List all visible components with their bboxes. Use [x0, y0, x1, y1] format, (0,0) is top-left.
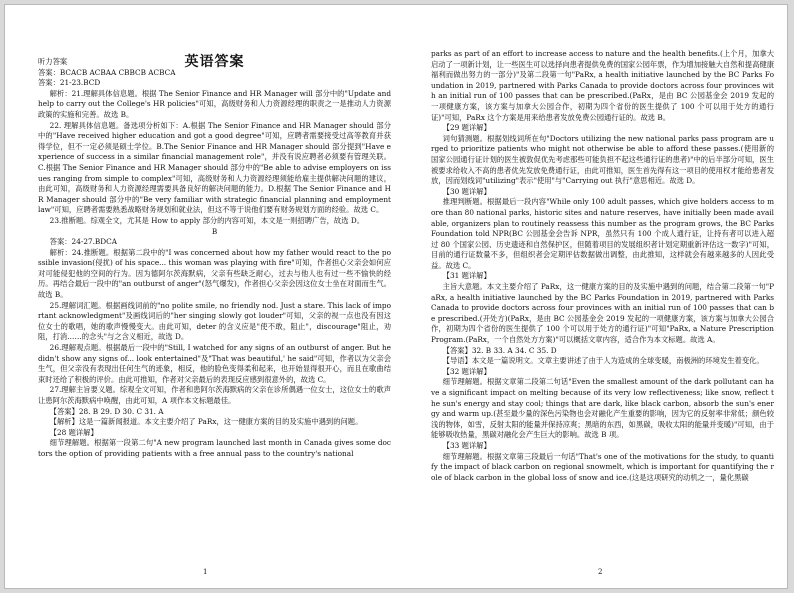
paragraph: 主旨大意题。本文主要介绍了 PaRx，这一健康方案的目的及实施中遇到的问题，结合第二段第一句"PaRx, a health initiative launched by the BC Parks Foundation in 2019, partnered with Parks Canada to provide doctors across four provinces with an initial run of 100 passes that can be prescribed.(开处方)(PaRx，是由 BC 公园基金会 2019 发起的一项健康方案，该方案与加拿大公园合作，初期为四个省份的医生提供了 100 个可以用于处方的通行证)"可知"PaRx, a Nature Prescription Program.(PaRx，一个自然处方方案)"可以概括文章内容，适合作为本文标题。故选 A。	[431, 282, 774, 345]
section-heading: B	[211, 226, 218, 236]
paragraph: 【答案】32. B 33. A 34. C 35. D	[442, 345, 557, 355]
document-page	[4, 4, 788, 589]
paragraph: 25.理解词汇题。根据画线词前的"no polite smile, no friendly nod. Just a stare. This lack of important acknowledgment"及画线词后的"her singing slowly got louder"可知，父亲的视一点也没有因这位女士的歌唱，她的歌声慢慢变大。由此可知，deter 的含义应是"使不敢，阻止"，discourage"阻止，劝阻，打消……的念头"与之含义相近，故选 D。	[38, 300, 391, 342]
paragraph: 答案：21-23.BCD	[38, 78, 101, 88]
paragraph: 【33 题详解】	[442, 440, 491, 450]
paragraph: 【导语】本文是一篇说明文。文章主要讲述了由于人为造成的全球变暖，南极洲的环境发生着变化。	[442, 356, 764, 366]
paragraph: 【28 题详解】	[49, 427, 98, 437]
paragraph: 【解析】这是一篇新闻报道。本文主要介绍了 PaRx，这一健康方案的目的及实施中遇到的问题。	[49, 417, 363, 427]
paragraph: 27.理解主旨要义题。综观全文可知，作者和患阿尔茨海默病的父亲在诊所偶遇一位女士，这位女士的歌声让患阿尔茨海默病中唤醒，由此可知，A 项作本文标题最佳。	[38, 385, 391, 405]
page-number: 2	[598, 568, 603, 576]
paragraph: parks as part of an effort to increase access to nature and the health benefits.(上个月，加拿大启动了一项新计划，让一些医生可以选择向患者提供免费的国家公园年票，作为增加接触大自然和提高健康福利而做出努力的一部分)"及第二段第一句"PaRx, a health initiative launched by the BC Parks Foundation in 2019, partnered with Parks Canada to provide doctors across four provinces with an initial run of 100 passes that can be prescribed.(PaRx，是由 BC 公园基金会 2019 发起的一项健康方案，该方案与加拿大公园合作，初期为四个省份的医生提供了 100 个可以用于处方的通行证)"可知，PaRx 这个方案是用来给患者发放免费公园通行证的。故选 B。	[431, 49, 774, 122]
paragraph: 词句猜测题。根据划线词所在句"Doctors utilizing the new national parks pass program are urged to prioritize patients who might not otherwise be able to afford these passes.(使用新的国家公园通行证计划的医生被敦促优先考虑那些可能负担不起这些通行证的患者)"中的后半部分可知，医生被要求给收入不高的患者优先发放免费通行证，由此可推知，医生首先得有这一项目的使用权才能给患者发放，因而划线词"utilizing"表示"使用"与"Carrying out 执行"意思相近。故选 D。	[431, 133, 774, 186]
page-number: 1	[203, 568, 208, 576]
paragraph: 【32 题详解】	[442, 366, 491, 376]
paragraph: 26.理解观点题。根据最后一段中的"Still, I watched for any signs of an outburst of anger. But he didn't show any signs of... look entertained"及"That was beautiful,' he said"可知，作者以为父亲会生气，但父亲没有表现出任何生气的迹象，相反，他的脸色变得柔和起来，也开始显得很开心，而且在歌曲结束时还给了积极的评价。由此可推知，作者对父亲最后的表现反应感到很意外的，故选 C。	[38, 343, 391, 384]
paragraph: 答案：BCACB ACBAA CBBCB ACBCA	[38, 67, 176, 77]
paragraph: 22. 理解具体信息题。备选项分析如下：A.根据 The Senior Finance and HR Manager should 部分中的"Have received higher education and got a good degree"可知，应聘者需要接受过高等教育并获得学位，但不一定必须是硕士学位。B.The Senior Finance and HR Manager should 部分提到"Have experience of success in a similar financial management role"，并没有说应聘者必须要有管理关联。C.根据 The Senior Finance and HR Manager should 部分中的"Be able to advise employers on issues ranging from simple to complex"可知，高级财务和人力资源经理须能给雇主提供解决问题的建议，由此可知，高级财务和人力资源经理需要具备良好的解决问题的能力。D.根据 The Senior Finance and HR Manager should 部分中的"Be very familiar with strategic financial planning and employment law"可知，应聘者需要熟悉战略财务规划和就业法，但这不等于说他们要有财务规划方面的经验。故选 C。	[38, 120, 391, 215]
paragraph: 解析：21.理解具体信息题。根据 The Senior Finance and HR Manager will 部分中的"Update and help to carry out the College's HR policies"可知，高级财务和人力资源经理的职责之一是推动人力资源政策的实施和完善。故选 B。	[38, 88, 391, 119]
paragraph: 细节理解题。根据文章第三段最后一句话"That's one of the motivations for the study, to quantify the impact of black carbon on regional snowmelt, which is important for quantifying the role of black carbon in the global loss of snow and ice.(这是这项研究的动机之一，量化黑碳	[431, 451, 774, 482]
paragraph: 细节理解题。根据文章第二段第二句话"Even the smallest amount of the dark pollutant can have a significant impact on melting because of its very low reflectiveness; like snow, reflect the sun's energy and stay cool; things that are dark, like black carbon, absorb the sun's energy and warm up.(甚至最少量的深色污染物也会对融化产生重要的影响，因为它的反射率非常低；颜色较浅的物体，如雪，反射太阳的能量并保持凉爽；黑暗的东西，如黑碳，吸收太阳的能量并变暖)"可知，由于能够吸收热量，黑碳对融化会产生巨大的影响。故选 B 项。	[431, 377, 774, 440]
paragraph: 【答案】28. B 29. D 30. C 31. A	[49, 406, 164, 416]
paragraph: 【29 题详解】	[442, 123, 491, 133]
paragraph: 【31 题详解】	[442, 271, 491, 281]
paragraph: 解析：24.推断题。根据第二段中的"I was concerned about how my father would react to the possible invasion(侵扰) of his space... this woman was playing with fire"可知，作者担心父亲会如何应对可能侵犯他的空间的行为。因为德阿尔茨海默病，父亲有些缺乏耐心，过去与他人也有过一些不愉快的经历。再结合最后一段中的"an outburst of anger"(怒气爆发)，作者担心父亲会因这位女士坐在对面而生气。故选 B。	[38, 247, 391, 300]
paragraph: 听力答案	[38, 57, 68, 66]
page2-column	[431, 49, 774, 558]
page1-column	[38, 43, 391, 558]
document-title: 英语答案	[184, 54, 245, 70]
paragraph: 【30 题详解】	[442, 186, 491, 196]
paragraph: 23.推断题。综观全文，尤其是 How to apply 部分的内容可知，本文是一则招聘广告，故选 D。	[49, 215, 364, 225]
paragraph: 细节理解题。根据第一段第二句"A new program launched last month in Canada gives some doctors the option of providing patients with a free annual pass to the country's national	[38, 438, 391, 458]
paragraph: 答案：24-27.BDCA	[49, 237, 117, 247]
paragraph: 推理判断题。根据最后一段内容"While only 100 adult passes, which give holders access to more than 80 national parks, historic sites and nature reserves, have initially been made available, organizers plan to routinely reassess this number as the program grows, the BC Parks Foundation told NPR(BC 公园基金会告诉 NPR，虽然只有 100 个成人通行证，让持有者可以进入超过 80 个国家公园、历史遗迹和自然保护区，但随着项目的发展组织者计划定期重新评估这一数字)"可知，目前的通行证数量不多，但组织者会定期评估数据做出调整，由此推知，这样就会有越来越多的人因此受益。故选 C。	[431, 197, 774, 270]
